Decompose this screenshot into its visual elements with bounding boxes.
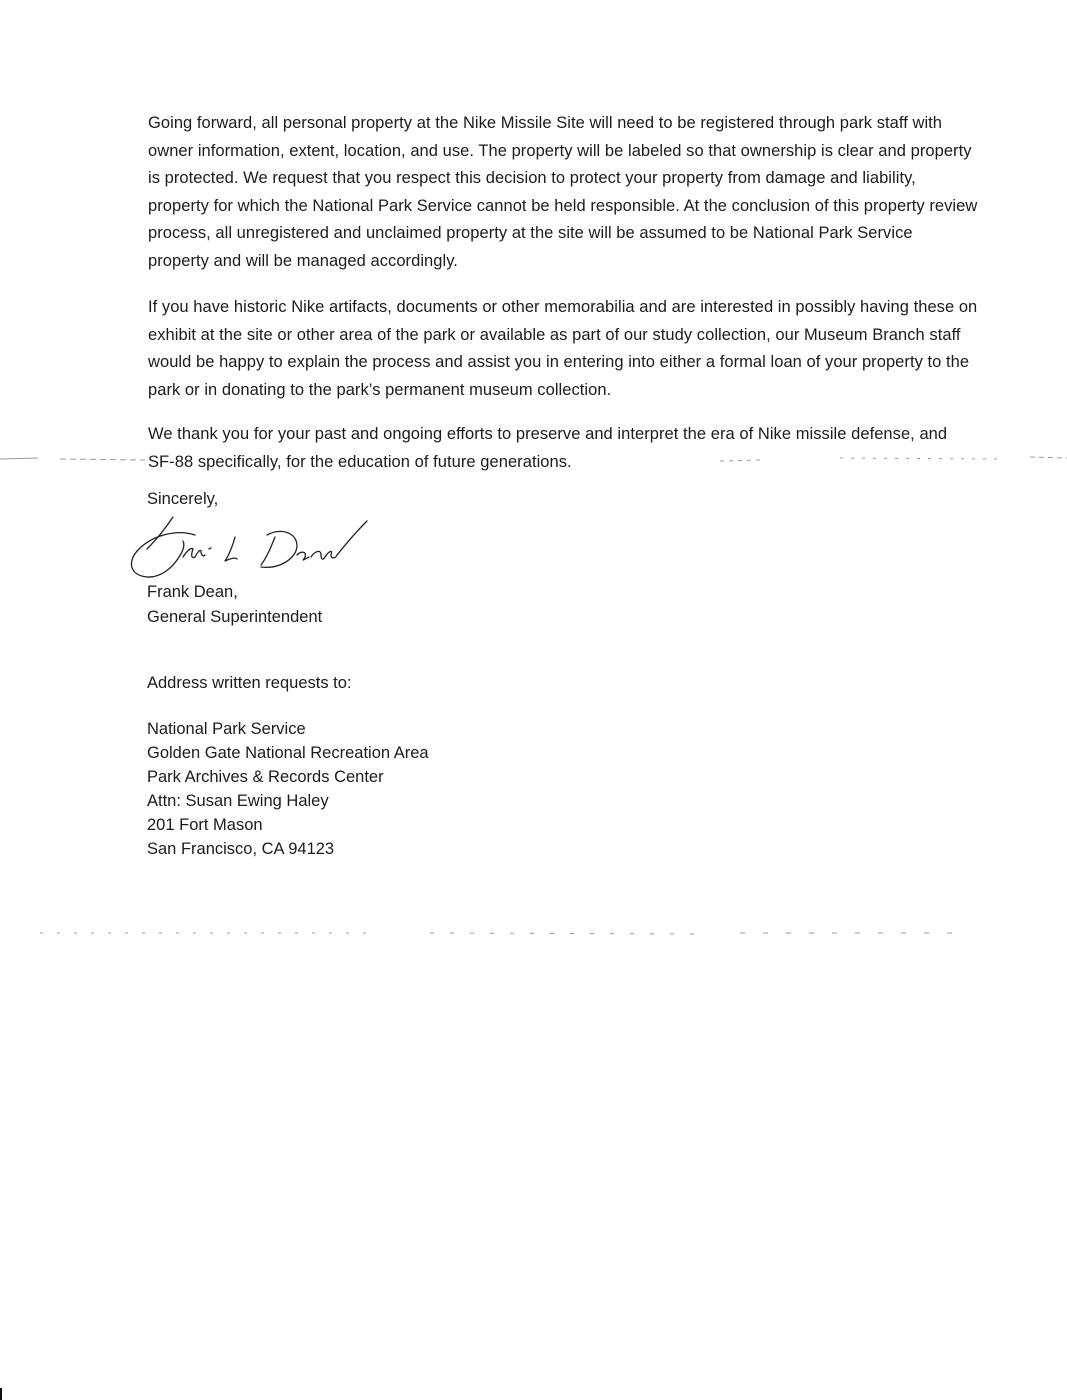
signer-name: Frank Dean, [147,583,238,601]
mailing-address [147,717,429,861]
address-line-street: 201 Fort Mason [147,816,263,834]
address-line-department: Park Archives & Records Center [147,768,384,786]
paragraph-thanks: We thank you for your past and ongoing efforts to preserve and interpret the era of Nike missile defense, and SF-88 specifically, for the education of future generations. [148,425,948,471]
paragraph-property-registration: Going forward, all personal property at the Nike Missile Site will need to be registered through park staff with owner information, extent, location, and use. The property will be labeled so that ownership is clear and property is protected. We request that you respect this decision to protect your property from damage and liability, property for which the National Park Service cannot be held responsible. At the conclusion of this property review process, all unregistered and unclaimed property at the site will be assumed to be National Park Service property and will be managed accordingly. [148,114,978,270]
closing: Sincerely, [147,490,219,508]
address-line-organization: National Park Service [147,720,306,738]
address-line-attention: Attn: Susan Ewing Haley [147,792,329,810]
signer-block [147,580,322,629]
signer-title: General Superintendent [147,607,323,626]
paragraph-museum-collection: If you have historic Nike artifacts, documents or other memorabilia and are interested in possibly having these on exhibit at the site or other area of the park or available as part of our study collection, our Museum Branch staff would be happy to explain the process and assist you in entering into either a formal loan of your property to the park or in donating to the park’s permanent museum collection. [148,298,978,399]
handwritten-signature [125,515,375,585]
address-line-city: San Francisco, CA 94123 [147,840,335,858]
address-intro: Address written requests to: [147,674,352,692]
address-line-park: Golden Gate National Recreation Area [147,744,429,762]
